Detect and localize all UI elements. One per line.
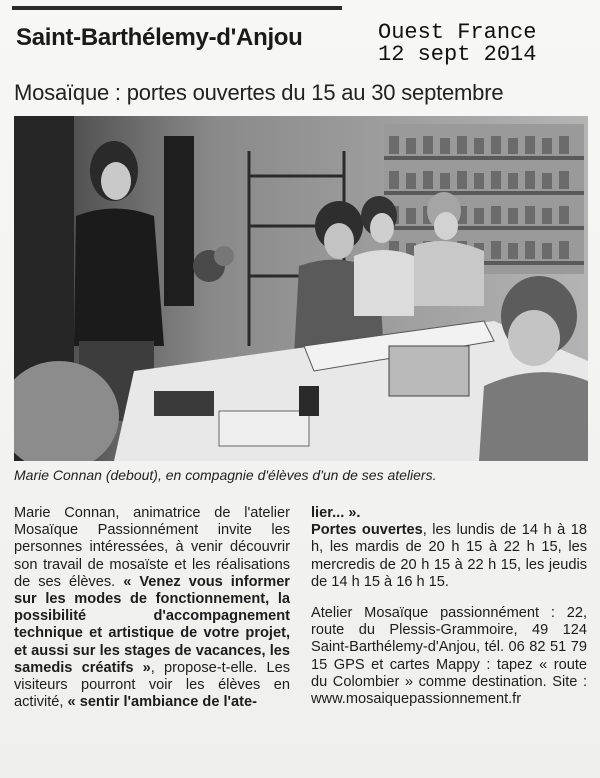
quote-attribution: , propose-t-elle. Les visiteurs pourront voir les élèves en activité, bbox=[14, 659, 291, 711]
open-days-hours: , les lundis de 14 h à 18 h, les mardis de 20 h 15 à 22 h 15, les mercredis de 20 h 15 à 22 h 15, les jeudis de 14 h 15 à 16 h 15. bbox=[311, 522, 587, 590]
article-photo bbox=[14, 116, 588, 461]
quote-bold-end: lier... ». bbox=[311, 505, 361, 521]
quote-bold-2: « sentir l'ambiance de l'ate- bbox=[67, 694, 257, 711]
stamp-newspaper: Ouest France bbox=[378, 20, 537, 45]
photo-caption: Marie Connan (debout), en compagnie d'élèves d'un de ses ateliers. bbox=[14, 467, 437, 483]
top-rule bbox=[12, 6, 342, 10]
photo-illustration bbox=[14, 116, 588, 461]
stamp-date: 12 sept 2014 bbox=[378, 42, 537, 67]
article-column-2 bbox=[311, 505, 587, 708]
handwritten-source-stamp bbox=[378, 22, 536, 66]
article-column-1 bbox=[14, 505, 290, 711]
open-days-label: Portes ouvertes bbox=[311, 522, 423, 539]
quote-bold: « Venez vous informer sur les modes de fonctionnement, la possibilité d'accompagnement technique et artistique de votre projet, et aussi sur les stages de vacances, les samedis créatifs » bbox=[14, 573, 290, 676]
section-town-title: Saint-Barthélemy-d'Anjou bbox=[16, 24, 303, 51]
intro-text: Marie Connan, animatrice de l'atelier Mosaïque Passionnément invite les personnes intéressées, à venir découvrir son travail de mosaïste et les réalisations de ses élèves. bbox=[14, 505, 290, 590]
article-headline: Mosaïque : portes ouvertes du 15 au 30 septembre bbox=[14, 80, 504, 105]
contact-info: Atelier Mosaïque passionnément : 22, route du Plessis-Grammoire, 49 124 Saint-Barthélemy-d'Anjou, tél. 06 82 51 79 15 GPS et cartes Mappy : tapez « route du Colombier » comme destination. Site : www.mosaiquepassionnement.fr bbox=[311, 605, 587, 708]
